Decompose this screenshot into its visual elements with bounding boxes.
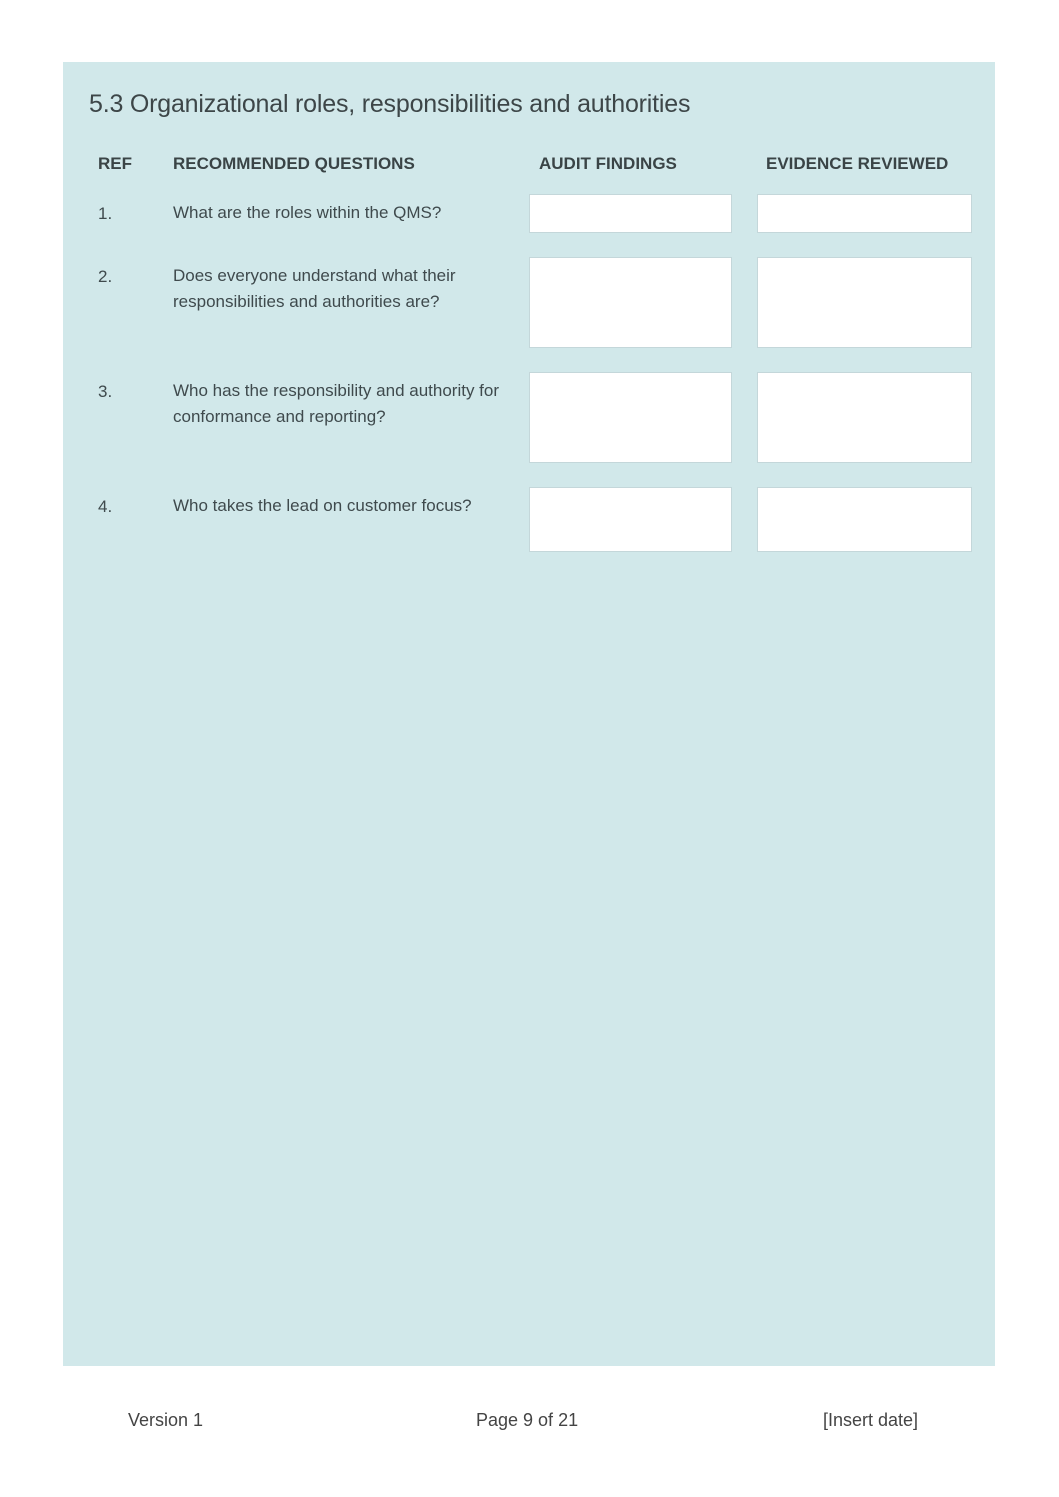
- row-ref: 1.: [98, 204, 113, 223]
- audit-findings-field[interactable]: [529, 257, 732, 348]
- row-question: What are the roles within the QMS?: [173, 203, 442, 222]
- row-question: Who takes the lead on customer focus?: [173, 496, 472, 515]
- evidence-reviewed-field[interactable]: [757, 257, 972, 348]
- row-question: Who has the responsibility and authority for conformance and reporting?: [173, 381, 500, 426]
- header-questions: RECOMMENDED QUESTIONS: [173, 154, 415, 173]
- header-ref: REF: [98, 154, 132, 173]
- footer-date: [Insert date]: [823, 1410, 919, 1430]
- row-ref: 4.: [98, 497, 113, 516]
- header-audit-findings: AUDIT FINDINGS: [539, 154, 677, 173]
- row-ref: 3.: [98, 382, 113, 401]
- section-title: 5.3 Organizational roles, responsibilities and authorities: [89, 90, 691, 118]
- audit-findings-field[interactable]: [529, 487, 732, 552]
- row-question: Does everyone understand what their responsibilities and authorities are?: [173, 266, 456, 311]
- audit-findings-field[interactable]: [529, 372, 732, 463]
- footer-page-number: Page 9 of 21: [476, 1410, 579, 1430]
- audit-findings-field[interactable]: [529, 194, 732, 233]
- footer-version: Version 1: [128, 1410, 204, 1430]
- evidence-reviewed-field[interactable]: [757, 372, 972, 463]
- evidence-reviewed-field[interactable]: [757, 487, 972, 552]
- header-evidence-reviewed: EVIDENCE REVIEWED: [766, 154, 949, 173]
- evidence-reviewed-field[interactable]: [757, 194, 972, 233]
- row-ref: 2.: [98, 267, 113, 286]
